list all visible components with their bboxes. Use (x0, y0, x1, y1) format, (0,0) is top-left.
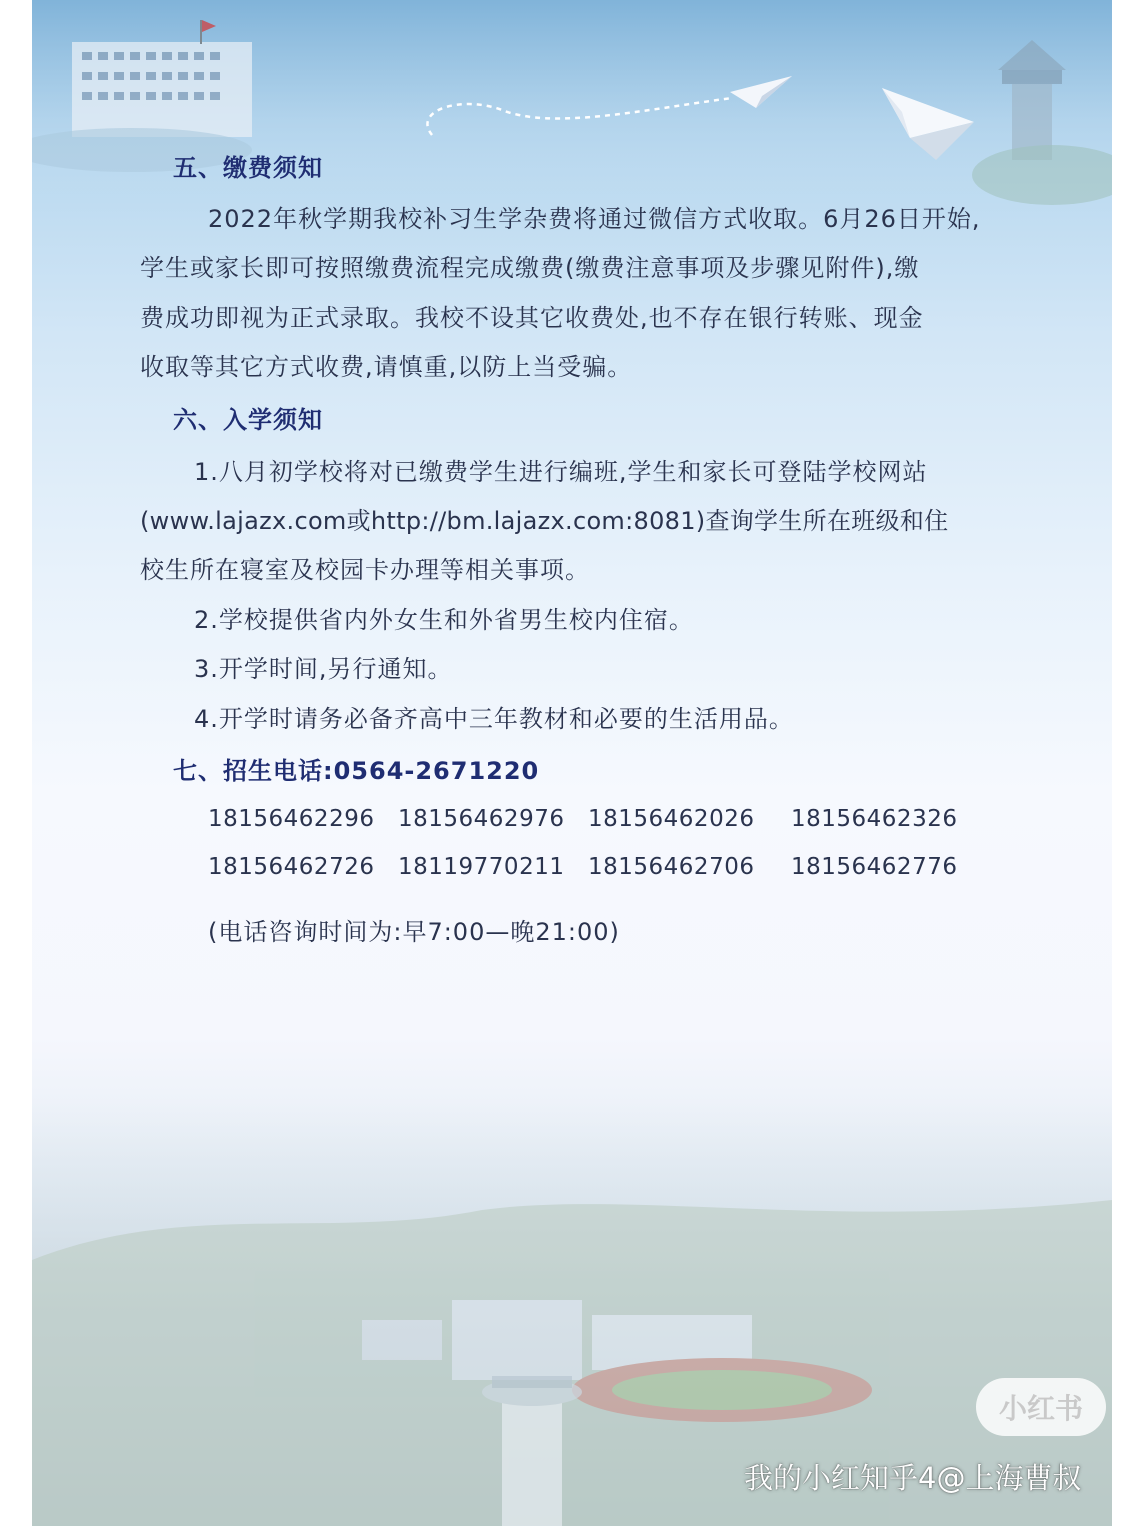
section7-heading: 七、招生电话:0564-2671220 (173, 757, 540, 785)
phone-number: 18156462726 (208, 854, 375, 880)
phone-number: 18156462326 (791, 806, 958, 832)
phone-number: 18156462706 (588, 854, 755, 880)
watermark-text: 我的小红知乎4@上海曹叔 (744, 1461, 1082, 1495)
phone-number: 18156462296 (208, 806, 375, 832)
section6-heading: 六、入学须知 (173, 406, 323, 434)
xiaohongshu-logo: 小红书 (976, 1378, 1106, 1436)
consult-hours: (电话咨询时间为:早7:00—晚21:00) (208, 918, 620, 946)
phone-number: 18119770211 (398, 854, 565, 880)
section6-item3: 3.开学时间,另行通知。 (194, 655, 453, 683)
section5-line-4: 收取等其它方式收费,请慎重,以防上当受骗。 (140, 353, 633, 381)
phone-number: 18156462976 (398, 806, 565, 832)
section6-item1-line-3: 校生所在寝室及校园卡办理等相关事项。 (140, 556, 590, 584)
section5-line-3: 费成功即视为正式录取。我校不设其它收费处,也不存在银行转账、现金 (140, 304, 924, 332)
section5-line-1: 2022年秋学期我校补习生学杂费将通过微信方式收取。6月26日开始, (208, 205, 981, 233)
poster (32, 0, 1112, 1526)
section5-heading: 五、缴费须知 (173, 154, 323, 182)
section6-item2: 2.学校提供省内外女生和外省男生校内住宿。 (194, 606, 694, 634)
section6-item4: 4.开学时请务必备齐高中三年教材和必要的生活用品。 (194, 705, 794, 733)
section5-line-2: 学生或家长即可按照缴费流程完成缴费(缴费注意事项及步骤见附件),缴 (140, 254, 920, 282)
phone-number: 18156462776 (791, 854, 958, 880)
section6-item1-line-1: 1.八月初学校将对已缴费学生进行编班,学生和家长可登陆学校网站 (194, 458, 928, 486)
phone-number: 18156462026 (588, 806, 755, 832)
section6-item1-line-2: (www.lajazx.com或http://bm.lajazx.com:8081)查询学生所在班级和住 (140, 507, 949, 535)
